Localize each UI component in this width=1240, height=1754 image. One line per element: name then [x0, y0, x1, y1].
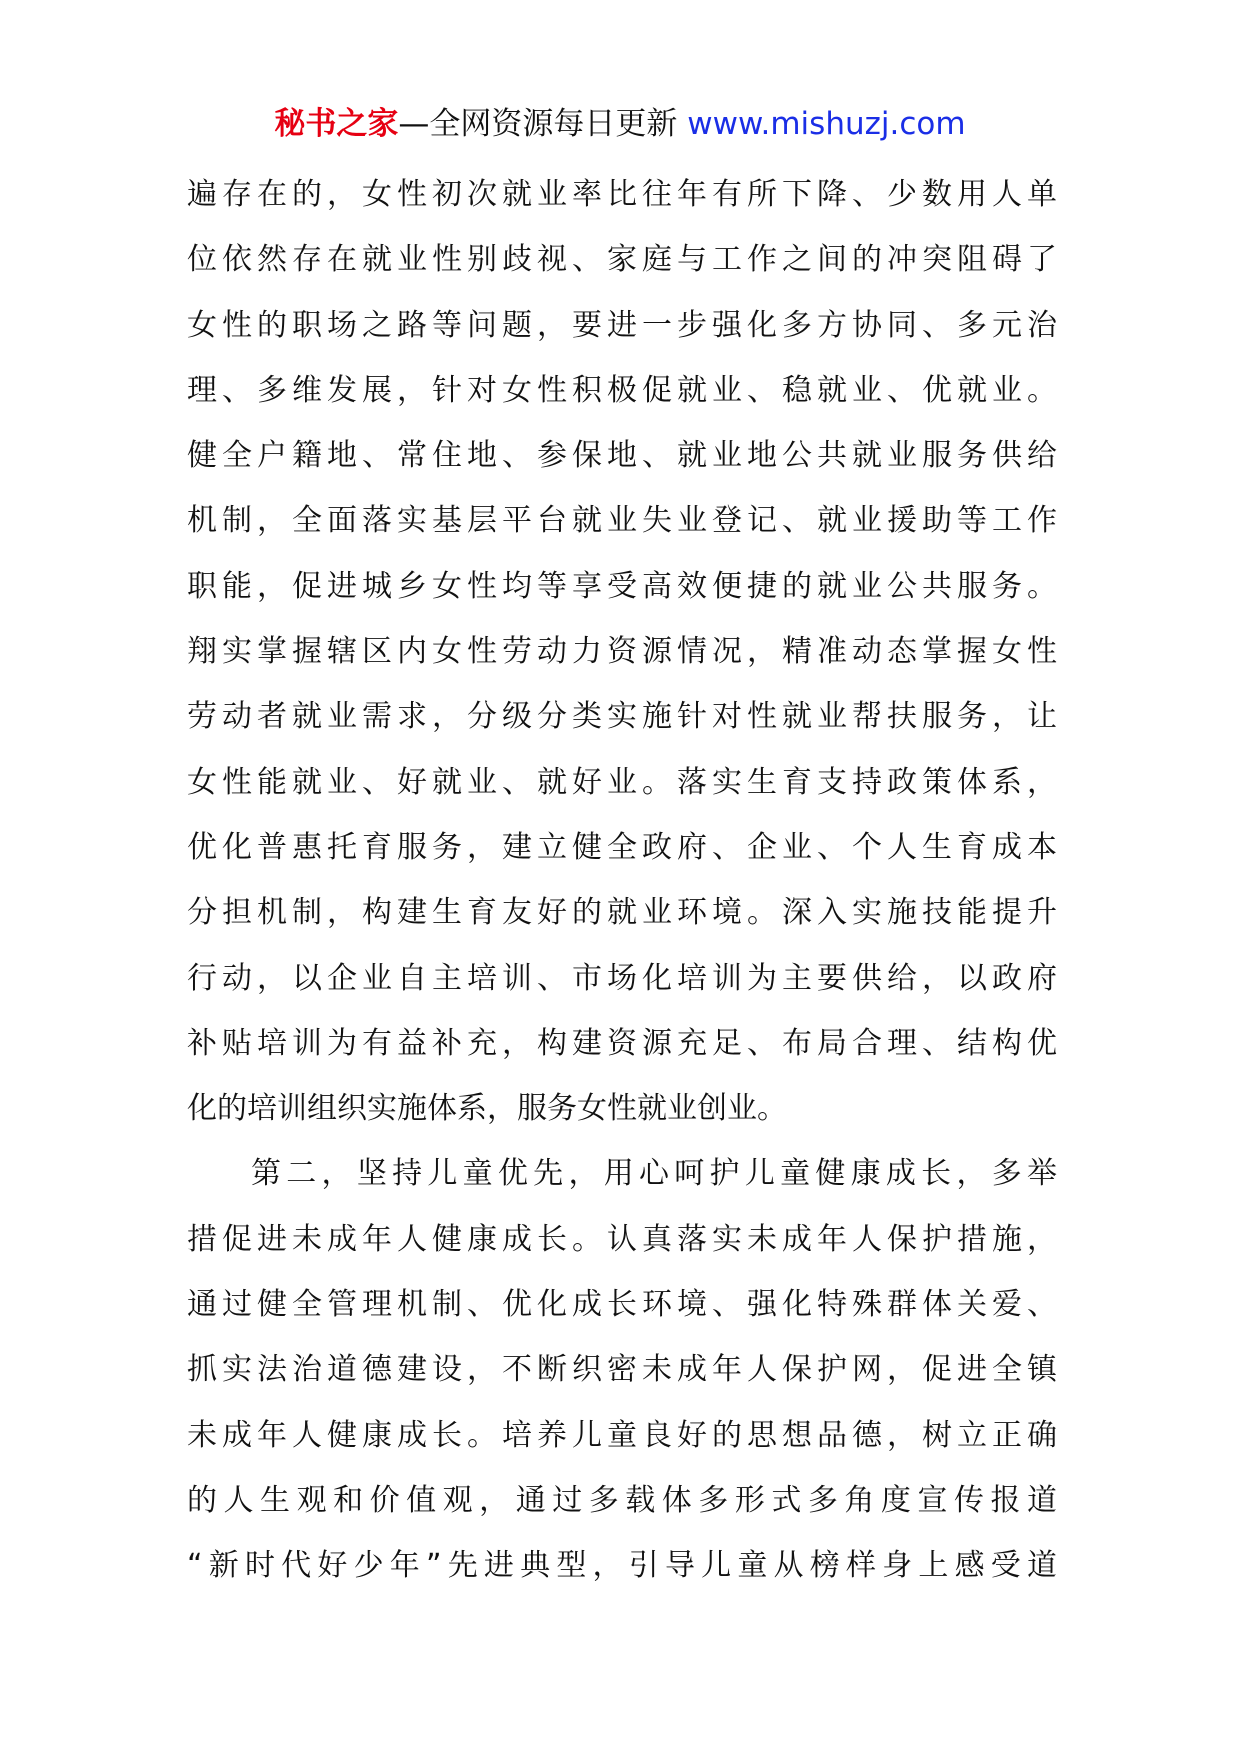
text-line: 位依然存在就业性别歧视、家庭与工作之间的冲突阻碍了 [187, 242, 1057, 278]
text-line: 劳动者就业需求，分级分类实施针对性就业帮扶服务，让 [187, 699, 1057, 735]
text-line: “新时代好少年”先进典型，引导儿童从榜样身上感受道 [187, 1548, 1057, 1584]
header-url-link[interactable]: www.mishuzj.com [687, 106, 966, 142]
text-line: 补贴培训为有益补充，构建资源充足、布局合理、结构优 [187, 1025, 1057, 1061]
text-line: 化的培训组织实施体系，服务女性就业创业。 [187, 1091, 787, 1127]
text-line: 翔实掌握辖区内女性劳动力资源情况，精准动态掌握女性 [187, 634, 1057, 670]
text-line: 分担机制，构建生育友好的就业环境。深入实施技能提升 [187, 895, 1057, 931]
document-body [187, 162, 1057, 1599]
text-line: 优化普惠托育服务，建立健全政府、企业、个人生育成本 [187, 829, 1057, 865]
text-line: 遍存在的，女性初次就业率比往年有所下降、少数用人单 [187, 177, 1057, 212]
text-line: 未成年人健康成长。培养儿童良好的思想品德，树立正确 [187, 1417, 1057, 1453]
header-tagline: —全网资源每日更新 [398, 106, 688, 142]
header-brand: 秘书之家 [274, 106, 399, 142]
text-line: 女性能就业、好就业、就好业。落实生育支持政策体系， [187, 764, 1057, 800]
text-line: 通过健全管理机制、优化成长环境、强化特殊群体关爱、 [187, 1287, 1057, 1323]
text-line: 机制，全面落实基层平台就业失业登记、就业援助等工作 [187, 503, 1057, 539]
text-line: 的人生观和价值观，通过多载体多形式多角度宣传报道 [187, 1482, 1057, 1518]
text-line: 理、多维发展，针对女性积极促就业、稳就业、优就业。 [187, 372, 1057, 408]
text-line: 职能，促进城乡女性均等享受高效便捷的就业公共服务。 [187, 568, 1057, 604]
text-line: 措促进未成年人健康成长。认真落实未成年人保护措施， [187, 1221, 1057, 1257]
text-line: 抓实法治道德建设，不断织密未成年人保护网，促进全镇 [187, 1352, 1057, 1388]
text-line: 女性的职场之路等问题，要进一步强化多方协同、多元治 [187, 307, 1057, 343]
paragraph-start-line: 第二，坚持儿童优先，用心呵护儿童健康成长，多举 [251, 1156, 1057, 1192]
text-line: 健全户籍地、常住地、参保地、就业地公共就业服务供给 [187, 438, 1057, 474]
text-line: 行动，以企业自主培训、市场化培训为主要供给，以政府 [187, 960, 1057, 996]
watermark-header [0, 102, 1240, 146]
